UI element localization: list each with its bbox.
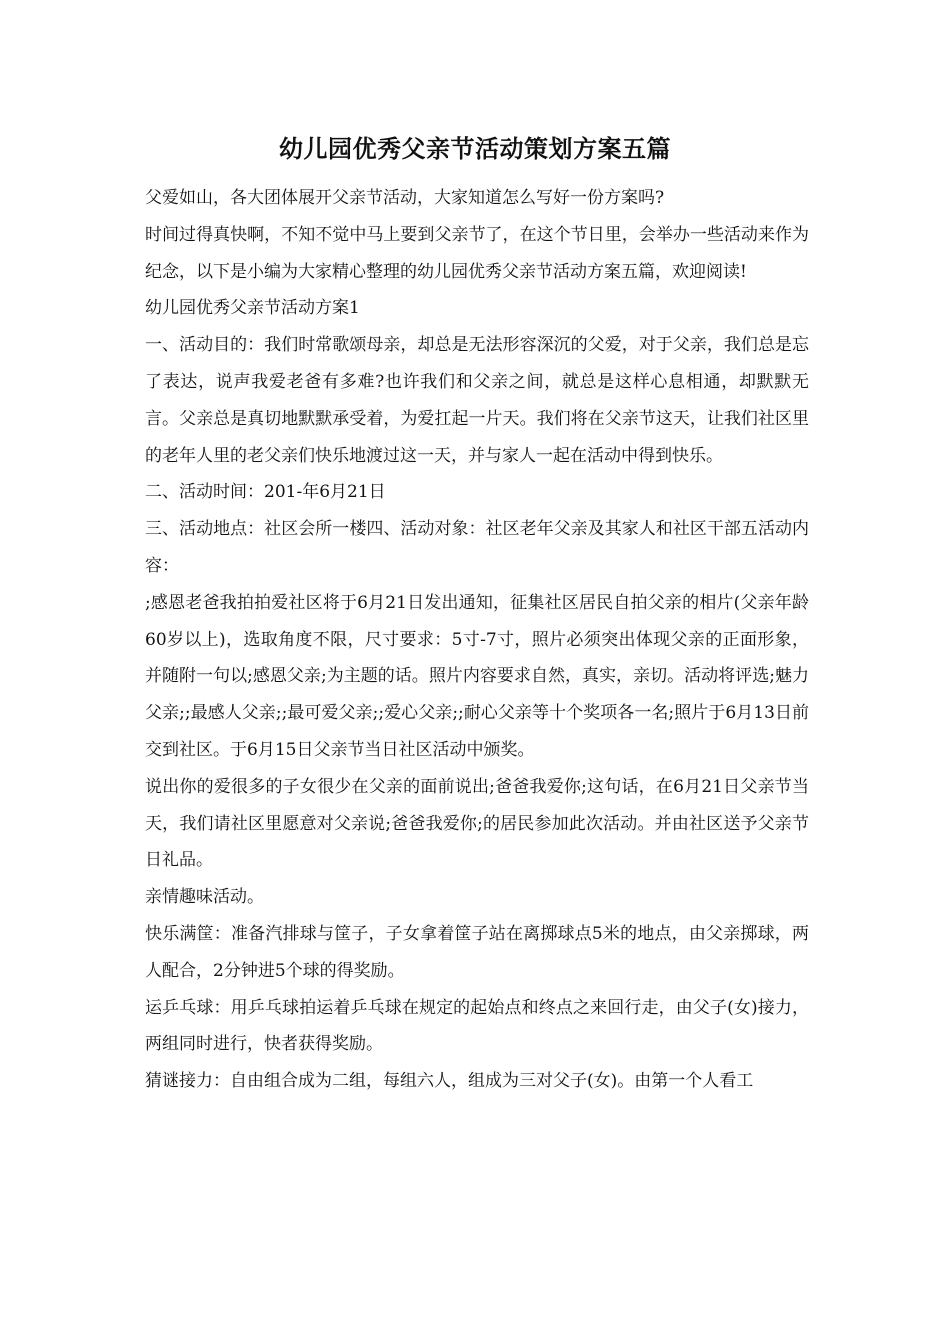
document-title: 幼儿园优秀父亲节活动策划方案五篇 [279,134,671,163]
paragraph-riddle-relay: 猜谜接力：自由组合成为二组，每组六人，组成为三对父子(女)。由第一个人看工 [145,1071,754,1092]
paragraph-intro: 父爱如山，各大团体展开父亲节活动，大家知道怎么写好一份方案吗? [145,188,665,208]
paragraph-time: 二、活动时间：201-年6月21日 [145,482,386,503]
paragraph-preface: 时间过得真快啊，不知不觉中马上要到父亲节了，在这个节日里，会举办一些活动来作为纪念，以下是小编为大家精心整理的幼儿园优秀父亲节活动方案五篇，欢迎阅读! [145,224,809,282]
paragraph-basket-game: 快乐满筐：准备汽排球与筐子，子女拿着筐子站在离掷球点5米的地点，由父亲掷球，两人配合，2分钟进5个球的得奖励。 [145,923,809,981]
paragraph-say-love: 说出你的爱很多的子女很少在父亲的面前说出;爸爸我爱你;这句话，在6月21日父亲节当天，我们请社区里愿意对父亲说;爸爸我爱你;的居民参加此次活动。并由社区送予父亲节日礼品。 [145,776,809,871]
paragraph-location: 三、活动地点：社区会所一楼四、活动对象：社区老年父亲及其家人和社区干部五活动内容： [145,519,809,576]
paragraph-photo-activity: ;感恩老爸我拍拍爱社区将于6月21日发出通知，征集社区居民自拍父亲的相片(父亲年龄60岁以上)，选取角度不限，尺寸要求：5寸-7寸，照片必须突出体现父亲的正面形象，并随附一句以;感恩父亲;为主题的话。照片内容要求自然，真实，亲切。活动将评选;魅力父亲;;最感人父亲;;最可爱父亲;;爱心父亲;;耐心父亲等十个奖项各一名;照片于6月13日前交到社区。于6月15日父亲节当日社区活动中颁奖。 [145,592,809,760]
paragraph-fun-activities: 亲情趣味活动。 [145,887,264,908]
document-body [145,180,809,1100]
paragraph-purpose: 一、活动目的：我们时常歌颂母亲，却总是无法形容深沉的父爱，对于父亲，我们总是忘了表达，说声我爱老爸有多难?也许我们和父亲之间，就总是这样心息相通，却默默无言。父亲总是真切地默默承受着，为爱扛起一片天。我们将在父亲节这天，让我们社区里的老年人里的老父亲们快乐地渡过这一天，并与家人一起在活动中得到快乐。 [145,335,809,466]
paragraph-ping-pong: 运乒乓球：用乒乓球拍运着乒乓球在规定的起始点和终点之来回行走，由父子(女)接力，两组同时进行，快者获得奖励。 [145,997,809,1055]
section-heading-plan-1: 幼儿园优秀父亲节活动方案1 [145,298,360,319]
